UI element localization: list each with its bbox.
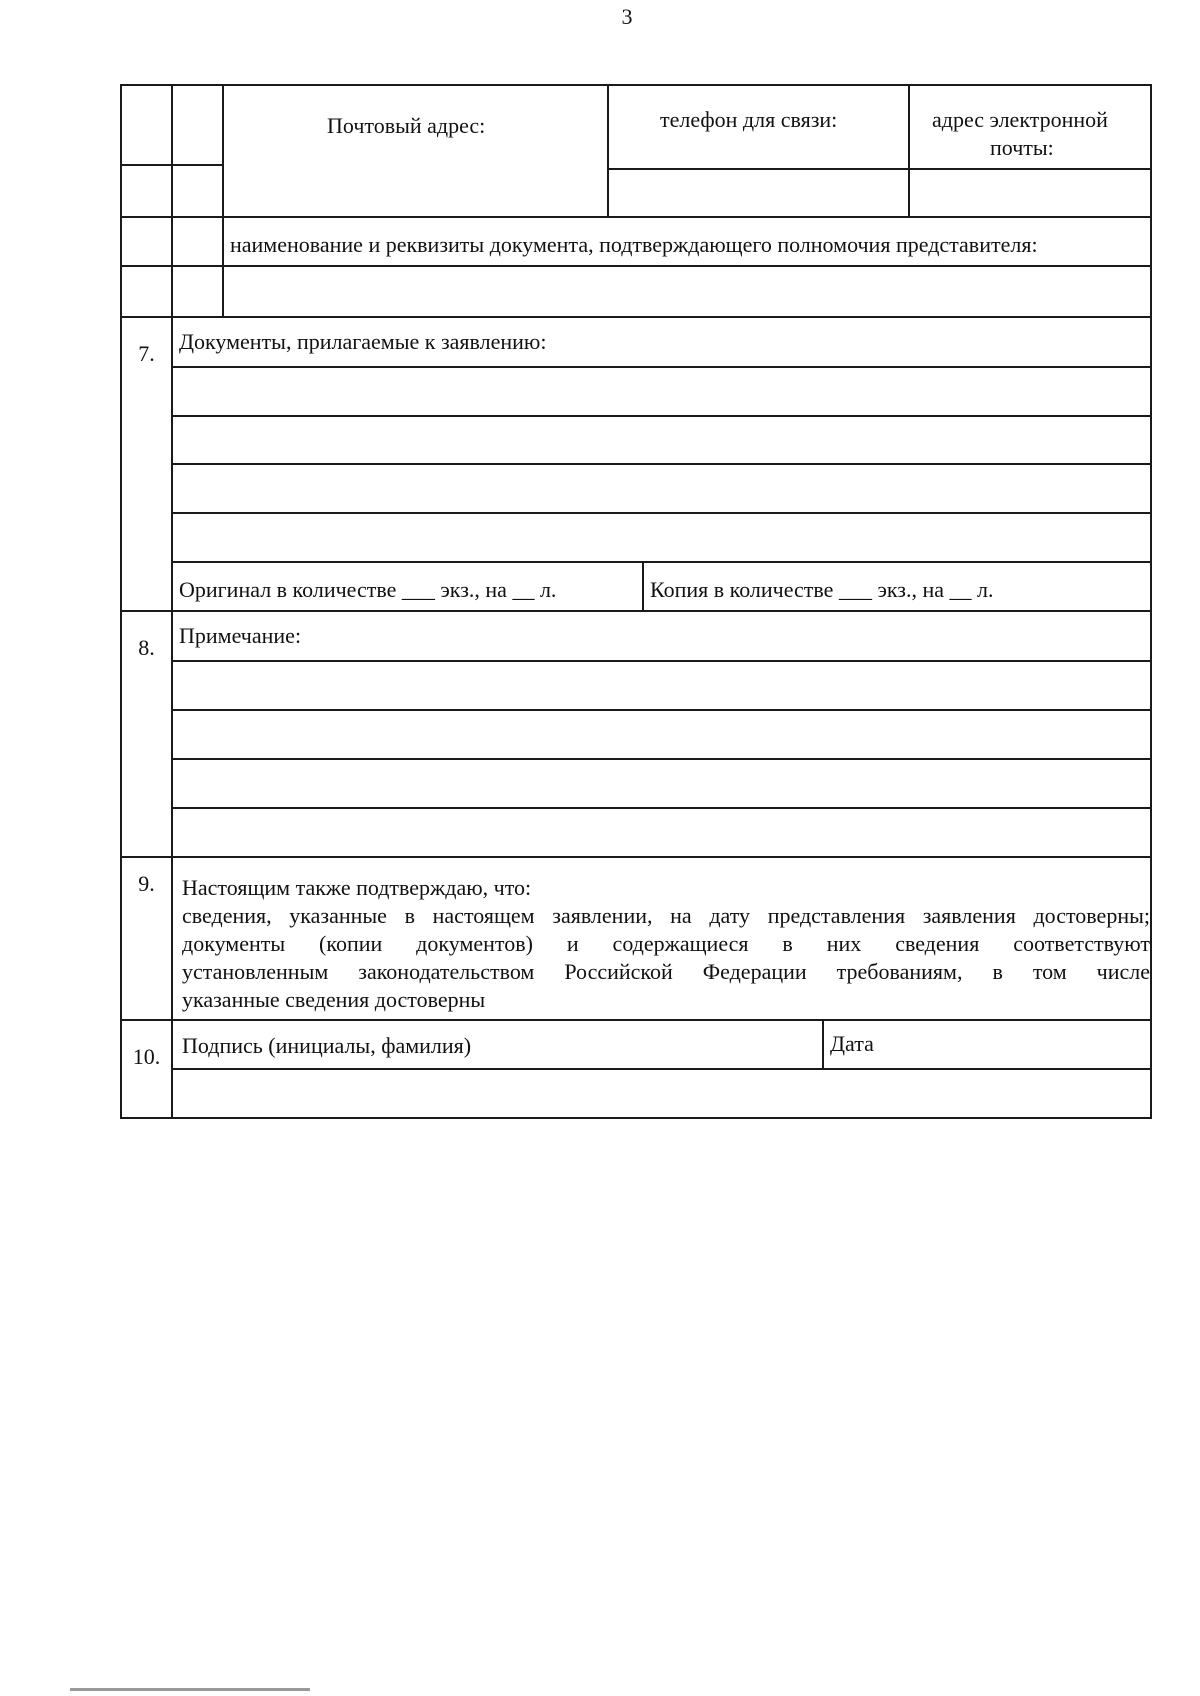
original-count-label: Оригинал в количестве ___ экз., на __ л.	[179, 577, 557, 602]
signature-line	[171, 1068, 1150, 1070]
section8-line-3	[171, 758, 1150, 760]
date-column-divider	[822, 1019, 824, 1069]
section9-line: Настоящим также подтверждаю, что:	[182, 875, 532, 900]
section8-number: 8.	[138, 635, 155, 660]
representative-doc-divider	[120, 265, 1150, 267]
phone-column-divider	[607, 86, 609, 217]
email-label-line1: адрес электронной	[932, 107, 1108, 132]
section8-title: Примечание:	[179, 623, 302, 648]
phone-label: телефон для связи:	[660, 107, 838, 132]
section10-top-border	[120, 1019, 1150, 1021]
signature-label: Подпись (инициалы, фамилия)	[182, 1033, 472, 1058]
section9-confirmation-text	[182, 874, 1150, 1014]
section7-title: Документы, прилагаемые к заявлению:	[179, 329, 547, 354]
section9-number: 9.	[138, 871, 155, 896]
section9-line: сведения, указанные в настоящем заявлении, на дату представления заявления достоверны;	[182, 903, 1150, 928]
page-number: 3	[621, 4, 633, 29]
section8-line-1	[171, 660, 1150, 662]
section8-top-border	[120, 610, 1150, 612]
section7-line-4	[171, 512, 1150, 514]
scan-edge-mark	[70, 1688, 310, 1691]
section9-top-border	[120, 856, 1150, 858]
table-right-border	[1150, 84, 1152, 1119]
sub-column-divider	[222, 84, 224, 317]
section7-line-5	[171, 561, 1150, 563]
postal-address-label: Почтовый адрес:	[327, 113, 486, 138]
table-bottom-border	[120, 1117, 1150, 1119]
section7-top-border	[120, 316, 1150, 318]
table-top-border	[120, 84, 1150, 86]
section8-line-4	[171, 807, 1150, 809]
contact-values-divider	[607, 168, 1150, 170]
representative-doc-label: наименование и реквизиты документа, подтверждающего полномочия представителя:	[230, 232, 1038, 257]
section9-line: указанные сведения достоверны	[182, 987, 486, 1012]
section10-number: 10.	[132, 1044, 161, 1069]
contacts-bottom-border	[120, 216, 1150, 218]
original-copy-divider	[642, 561, 644, 610]
email-label-line2: почты:	[990, 135, 1054, 160]
section7-line-3	[171, 463, 1150, 465]
date-label: Дата	[830, 1031, 874, 1056]
section7-line-1	[171, 366, 1150, 368]
section9-line: установленным законодательством Российской Федерации требованиям, в том числе	[182, 959, 1150, 984]
section9-line: документы (копии документов) и содержащиеся в них сведения соответствуют	[182, 931, 1150, 956]
section8-line-2	[171, 709, 1150, 711]
table-left-border	[120, 84, 122, 1119]
number-column-divider	[171, 84, 173, 1119]
copy-count-label: Копия в количестве ___ экз., на __ л.	[650, 577, 994, 602]
email-column-divider	[908, 86, 910, 217]
section7-number: 7.	[138, 341, 155, 366]
left-cells-divider	[120, 164, 222, 166]
section7-line-2	[171, 415, 1150, 417]
